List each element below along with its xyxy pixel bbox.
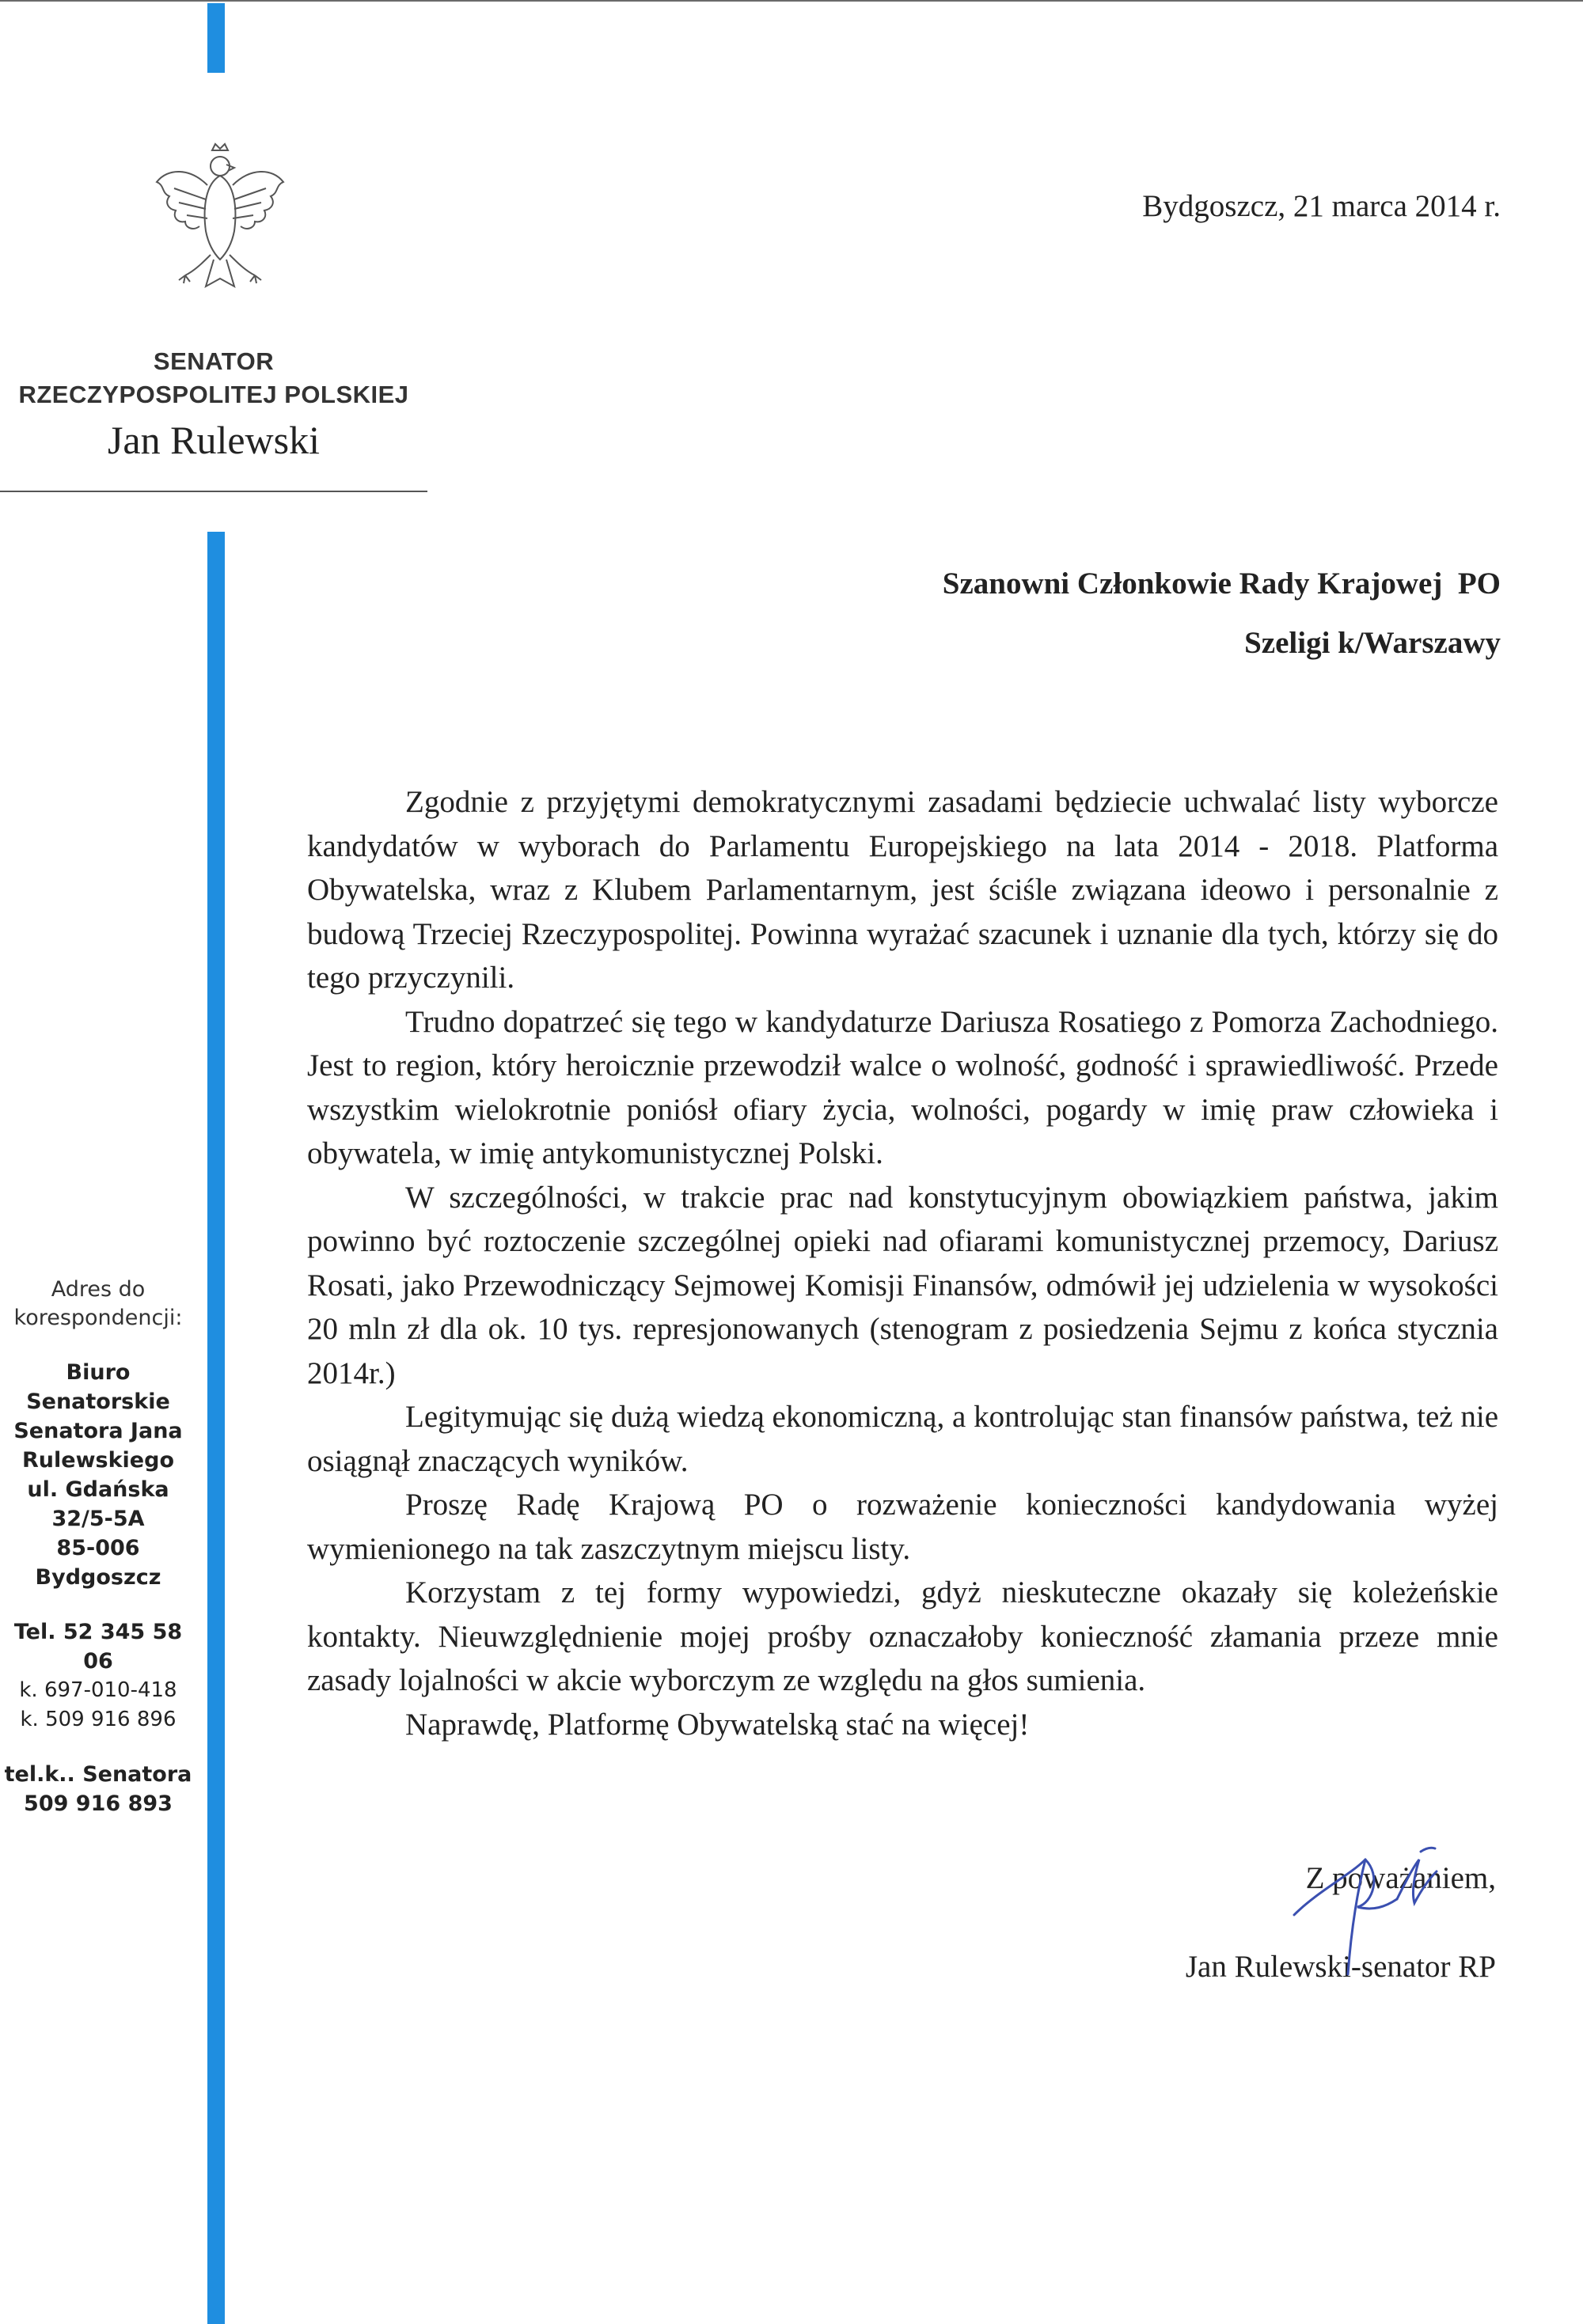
top-border-rule (0, 0, 1583, 2)
phone-line: 06 (83, 1649, 113, 1674)
letterhead-title-line1: SENATOR (153, 347, 275, 375)
body-paragraph: Zgodnie z przyjętymi demokratycznymi zasadami będziecie uchwalać listy wyborcze kandydatów w wyborach do Parlamentu Europejskiego na lata 2014 - 2018. Platforma Obywatelska, wraz z Klubem Parlamentarnym, jest ściśle związana ideowo i personalnie z budową Trzeciej Rzeczypospolitej. Powinna wyrażać szacunek i uznanie dla tych, którzy się do tego przyczynili. (307, 785, 1498, 995)
letter-date: Bydgoszcz, 21 marca 2014 r. (1142, 189, 1501, 223)
letter-body (307, 780, 1498, 1746)
office-address-line: 85-006 (56, 1536, 140, 1560)
office-address-line: Senatorskie (26, 1389, 170, 1414)
body-paragraph: Legitymując się dużą wiedzą ekonomiczną, a kontrolując stan finansów państwa, też nie osiągnął znaczących wyników. (307, 1400, 1498, 1478)
body-paragraph: Proszę Radę Krajową PO o rozważenie konieczności kandydowania wyżej wymienionego na tak zaszczytnym miejscu listy. (307, 1488, 1498, 1566)
office-address-line: Rulewskiego (22, 1448, 174, 1473)
letterhead-divider (0, 491, 427, 492)
letterhead-accent-bar (207, 532, 225, 2324)
body-paragraph: W szczególności, w trakcie prac nad konstytucyjnym obowiązkiem państwa, jakim powinno być roztoczenie szczególnej opieki nad ofiarami komunistycznej przemocy, Dariusz Rosati, jako Przewodniczący Sejmowej Komisji Finansów, odmówił jej udzielenia w wysokości 20 mln zł dla ok. 10 tys. represjonowanych (stenogram z posiedzenia Sejmu z końca stycznia 2014r.) (307, 1180, 1498, 1390)
closing-salutation: Z poważaniem, (1305, 1861, 1496, 1895)
signatory-name: Jan Rulewski-senator RP (1185, 1950, 1496, 1984)
recipient-line1: Szanowni Członkowie Rady Krajowej PO (942, 567, 1501, 601)
office-address-line: 32/5-5A (51, 1507, 145, 1531)
letterhead-accent-bar-top (207, 3, 225, 73)
phone-line: k. 509 916 896 (20, 1708, 177, 1731)
address-label: korespondencji: (13, 1306, 183, 1330)
body-paragraph: Naprawdę, Platformę Obywatelską stać na więcej! (405, 1707, 1030, 1742)
office-address-line: ul. Gdańska (27, 1477, 169, 1502)
body-paragraph: Korzystam z tej formy wypowiedzi, gdyż nieskuteczne okazały się koleżeńskie kontakty. Nieuwzględnienie mojej prośby oznaczałoby konieczność złamania przeze mnie zasady lojalności w akcie wyborczym ze względu na głos sumienia. (307, 1575, 1498, 1697)
recipient-block (943, 554, 1501, 673)
contact-sidebar (0, 1276, 196, 1818)
phone-line: Tel. 52 345 58 (13, 1620, 183, 1644)
letterhead-title-line2: RZECZYPOSPOLITEJ POLSKIEJ (18, 381, 409, 408)
office-address-line: Biuro (66, 1360, 131, 1385)
body-paragraph: Trudno dopatrzeć się tego w kandydaturze Dariusza Rosatiego z Pomorza Zachodniego. Jest to region, który heroicznie przewodził walce o wolność, godność i sprawiedliwość. Przede wszystkim wielokrotnie poniósł ofiary życia, wolności, pogardy w imię praw człowieka i obywatela, w imię antykomunistycznej Polski. (307, 1004, 1498, 1170)
recipient-line2: Szeligi k/Warszawy (1244, 626, 1501, 660)
letterhead-header (0, 345, 427, 465)
office-address-line: Bydgoszcz (35, 1565, 161, 1590)
address-label: Adres do (51, 1277, 146, 1302)
letterhead-senator-name: Jan Rulewski (107, 418, 321, 462)
polish-eagle-emblem-icon (150, 136, 289, 294)
office-address-line: Senatora Jana (13, 1419, 183, 1443)
senator-phone-number: 509 916 893 (24, 1791, 173, 1816)
handwritten-signature-icon (1278, 1828, 1460, 1978)
senator-phone-label: tel.k.. Senatora (4, 1762, 192, 1787)
phone-line: k. 697-010-418 (19, 1678, 177, 1702)
